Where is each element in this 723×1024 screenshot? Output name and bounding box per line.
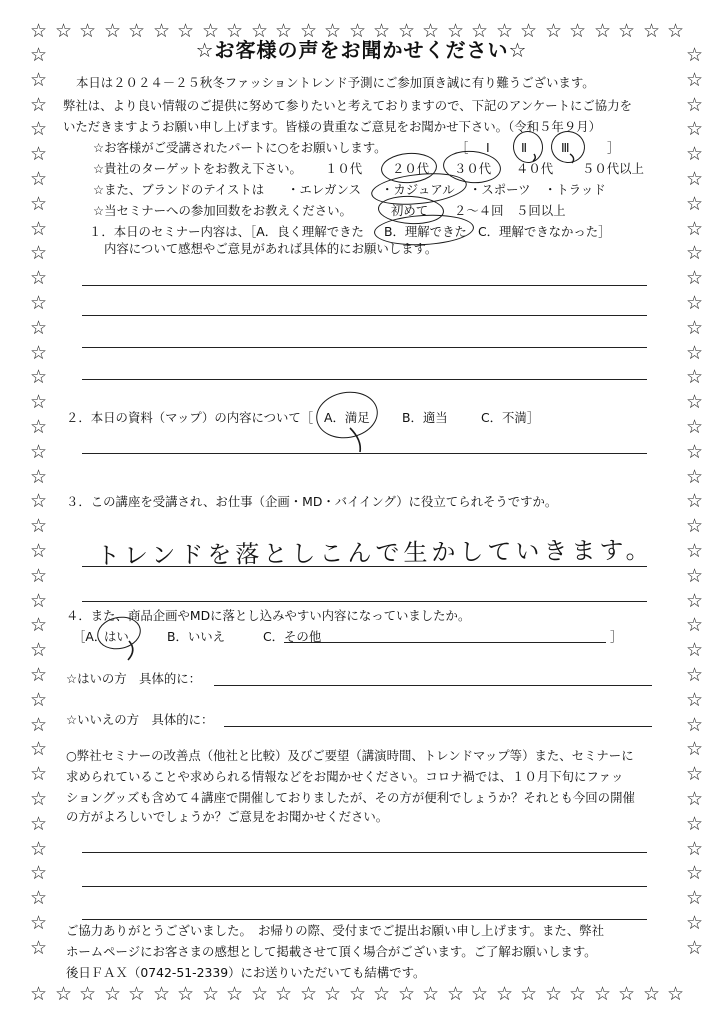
q4-bracket-close: ］ (610, 629, 623, 644)
border-star: ☆ (275, 983, 293, 1005)
border-star: ☆ (30, 366, 48, 388)
border-star: ☆ (686, 118, 704, 140)
border-star: ☆ (30, 292, 48, 314)
border-star: ☆ (30, 94, 48, 116)
border-star: ☆ (30, 391, 48, 413)
q2-option-b[interactable]: B．適当 (402, 410, 448, 425)
border-star: ☆ (594, 983, 612, 1005)
part-option-1[interactable]: Ⅰ (486, 140, 490, 155)
count-question: ☆当セミナーへの参加回数をお教えください。 (93, 203, 352, 218)
border-star: ☆ (153, 20, 171, 42)
border-star: ☆ (30, 565, 48, 587)
border-star: ☆ (686, 937, 704, 959)
border-star: ☆ (686, 44, 704, 66)
border-star: ☆ (30, 441, 48, 463)
border-star: ☆ (30, 342, 48, 364)
border-star: ☆ (79, 983, 97, 1005)
border-star: ☆ (686, 317, 704, 339)
border-star: ☆ (55, 20, 73, 42)
border-star: ☆ (569, 20, 587, 42)
q3-text: ３．この講座を受講され、お仕事（企画・MD・バイイング）に役立てられそうですか。 (66, 494, 558, 509)
border-star: ☆ (667, 20, 685, 42)
part-bracket-close: ］ (607, 140, 620, 155)
border-star: ☆ (30, 20, 48, 42)
border-star: ☆ (324, 20, 342, 42)
border-star: ☆ (30, 937, 48, 959)
border-star: ☆ (686, 218, 704, 240)
border-star: ☆ (251, 983, 269, 1005)
border-star: ☆ (686, 143, 704, 165)
border-star: ☆ (30, 912, 48, 934)
q4-bracket-open: ［A． (73, 629, 107, 644)
border-star: ☆ (686, 366, 704, 388)
improve-line-3: ショングッズも含めて４講座で開催しておりましたが、その方が便利でしょうか？それとも今回の開催 (66, 790, 635, 805)
border-star: ☆ (686, 664, 704, 686)
border-star: ☆ (618, 983, 636, 1005)
border-star: ☆ (686, 887, 704, 909)
part-bracket-open: ［ (456, 140, 469, 155)
border-star: ☆ (686, 813, 704, 835)
border-star: ☆ (520, 20, 538, 42)
border-star: ☆ (30, 887, 48, 909)
border-star: ☆ (373, 983, 391, 1005)
border-star: ☆ (686, 689, 704, 711)
border-star: ☆ (447, 983, 465, 1005)
border-star: ☆ (128, 20, 146, 42)
border-star: ☆ (30, 490, 48, 512)
q1-option-c[interactable]: C．理解できなかった］ (478, 224, 611, 239)
border-star: ☆ (251, 20, 269, 42)
closing-line-3: 後日ＦＡＸ（0742-51-2339）にお送りいただいても結構です。 (66, 965, 426, 980)
border-star: ☆ (30, 466, 48, 488)
q4-no-label: ☆いいえの方 具体的に： (66, 712, 214, 727)
border-star: ☆ (30, 664, 48, 686)
border-star: ☆ (686, 69, 704, 91)
border-star: ☆ (30, 118, 48, 140)
q1-subtext: 内容について感想やご意見があれば具体的にお願いします。 (104, 241, 438, 256)
border-star: ☆ (471, 983, 489, 1005)
border-star: ☆ (686, 342, 704, 364)
border-star: ☆ (686, 466, 704, 488)
border-star: ☆ (686, 862, 704, 884)
border-star: ☆ (55, 983, 73, 1005)
q4-option-b[interactable]: B．いいえ (167, 629, 226, 644)
border-star: ☆ (153, 983, 171, 1005)
count-option-first[interactable]: 初めて (391, 203, 429, 218)
border-star: ☆ (686, 193, 704, 215)
improve-line-4: の方がよろしいでしょうか？ご意見をお聞かせください。 (66, 809, 389, 824)
q2-text: ２．本日の資料（マップ）の内容について［ (66, 410, 314, 425)
q1-option-b[interactable]: B．理解できた (384, 224, 467, 239)
target-option-20s[interactable]: ２０代 (392, 161, 430, 176)
border-star: ☆ (30, 639, 48, 661)
border-star: ☆ (686, 738, 704, 760)
count-option-2to4[interactable]: ２～４回 (454, 203, 504, 218)
border-star: ☆ (471, 20, 489, 42)
border-star: ☆ (104, 20, 122, 42)
page-title: ☆お客様の声をお聞かせください☆ (195, 38, 528, 62)
border-star: ☆ (686, 94, 704, 116)
border-star: ☆ (667, 983, 685, 1005)
intro-line-2: 弊社は、より良い情報のご提供に努めて参りたいと考えておりますので、下記のアンケートにご協力を (63, 98, 632, 113)
part-option-2[interactable]: Ⅱ (521, 140, 528, 155)
border-star: ☆ (30, 763, 48, 785)
border-star: ☆ (30, 788, 48, 810)
border-star: ☆ (30, 267, 48, 289)
border-star: ☆ (686, 639, 704, 661)
border-star: ☆ (496, 983, 514, 1005)
border-star: ☆ (422, 983, 440, 1005)
border-star: ☆ (30, 44, 48, 66)
border-star: ☆ (128, 983, 146, 1005)
border-star: ☆ (686, 788, 704, 810)
border-star: ☆ (398, 20, 416, 42)
q4-option-a[interactable]: はい (104, 629, 129, 644)
target-option-50s[interactable]: ５０代以上 (582, 161, 644, 176)
border-star: ☆ (30, 590, 48, 612)
border-star: ☆ (30, 69, 48, 91)
border-star: ☆ (686, 590, 704, 612)
border-star: ☆ (226, 20, 244, 42)
border-star: ☆ (79, 20, 97, 42)
border-star: ☆ (686, 714, 704, 736)
q2-option-a[interactable]: A．満足 (324, 410, 370, 425)
taste-option-sports[interactable]: ・スポーツ (469, 182, 531, 197)
border-star: ☆ (643, 20, 661, 42)
border-star: ☆ (618, 20, 636, 42)
border-star: ☆ (349, 983, 367, 1005)
part-question: ☆お客様がご受講されたパートに○をお願いします。 (93, 140, 387, 155)
border-star: ☆ (30, 738, 48, 760)
target-option-10s[interactable]: １０代 (325, 161, 363, 176)
border-star: ☆ (30, 193, 48, 215)
intro-line-1: 本日は２０２４－２５秋冬ファッショントレンド予測にご参加頂き誠に有り難うございます。 (76, 75, 595, 90)
border-star: ☆ (30, 168, 48, 190)
intro-line-3: いただきますようお願い申し上げます。皆様の貴重なご意見をお聞かせ下さい。（令和５年９月） (63, 119, 601, 134)
border-star: ☆ (643, 983, 661, 1005)
border-star: ☆ (30, 317, 48, 339)
border-star: ☆ (686, 763, 704, 785)
taste-question: ☆また、ブランドのテイストは (93, 182, 265, 197)
q1-text: １．本日のセミナー内容は、［A．良く理解できた (89, 224, 364, 239)
border-star: ☆ (30, 689, 48, 711)
border-star: ☆ (373, 20, 391, 42)
border-star: ☆ (594, 20, 612, 42)
border-star: ☆ (686, 391, 704, 413)
border-star: ☆ (545, 983, 563, 1005)
border-star: ☆ (177, 20, 195, 42)
border-star: ☆ (686, 416, 704, 438)
border-star: ☆ (30, 614, 48, 636)
border-star: ☆ (30, 838, 48, 860)
border-star: ☆ (300, 20, 318, 42)
border-star: ☆ (686, 292, 704, 314)
border-star: ☆ (30, 416, 48, 438)
border-star: ☆ (202, 20, 220, 42)
q4-text: ４．また、商品企画やMDに落とし込みやすい内容になっていましたか。 (66, 608, 471, 623)
border-star: ☆ (686, 490, 704, 512)
border-star: ☆ (300, 983, 318, 1005)
border-star: ☆ (686, 515, 704, 537)
border-star: ☆ (275, 20, 293, 42)
taste-option-casual[interactable]: ・カジュアル (381, 182, 455, 197)
closing-line-2: ホームページにお客さまの感想として掲載させて頂く場合がございます。ご了解お願いします。 (66, 944, 597, 959)
border-star: ☆ (686, 614, 704, 636)
border-star: ☆ (30, 540, 48, 562)
border-star: ☆ (686, 242, 704, 264)
target-question: ☆貴社のターゲットをお教え下さい。 (93, 161, 302, 176)
q3-handwritten-answer: トレンドを落としこんで生かしていきます。 (95, 536, 654, 570)
border-star: ☆ (30, 862, 48, 884)
border-star: ☆ (30, 242, 48, 264)
border-star: ☆ (447, 20, 465, 42)
taste-option-elegance[interactable]: ・エレガンス (287, 182, 361, 197)
improve-line-1: ○弊社セミナーの改善点（他社と比較）及びご要望（講演時間、トレンドマップ等）また、セミナーに (66, 748, 634, 763)
border-star: ☆ (686, 168, 704, 190)
part-option-3[interactable]: Ⅲ (561, 140, 570, 155)
count-option-5plus[interactable]: ５回以上 (516, 203, 566, 218)
border-star: ☆ (226, 983, 244, 1005)
border-star: ☆ (349, 20, 367, 42)
q4-yes-label: ☆はいの方 具体的に： (66, 671, 202, 686)
border-star: ☆ (686, 540, 704, 562)
taste-option-trad[interactable]: ・トラッド (544, 182, 606, 197)
border-star: ☆ (30, 515, 48, 537)
border-star: ☆ (545, 20, 563, 42)
border-star: ☆ (104, 983, 122, 1005)
target-option-30s[interactable]: ３０代 (454, 161, 492, 176)
border-star: ☆ (30, 143, 48, 165)
border-star: ☆ (686, 565, 704, 587)
q4-option-c[interactable]: C．その他 (263, 629, 322, 644)
border-star: ☆ (324, 983, 342, 1005)
border-star: ☆ (177, 983, 195, 1005)
closing-line-1: ご協力ありがとうございました。 お帰りの際、受付までご提出お願い申し上げます。また、弊社 (66, 923, 604, 938)
border-star: ☆ (30, 813, 48, 835)
border-star: ☆ (686, 267, 704, 289)
border-star: ☆ (30, 983, 48, 1005)
border-star: ☆ (202, 983, 220, 1005)
border-star: ☆ (686, 441, 704, 463)
border-star: ☆ (686, 912, 704, 934)
border-star: ☆ (686, 838, 704, 860)
border-star: ☆ (30, 714, 48, 736)
improve-line-2: 求められていることや求められる情報などをお聞かせください。コロナ禍では、１０月下旬にファッ (66, 769, 624, 784)
target-option-40s[interactable]: ４０代 (516, 161, 554, 176)
border-star: ☆ (569, 983, 587, 1005)
border-star: ☆ (520, 983, 538, 1005)
border-star: ☆ (30, 218, 48, 240)
border-star: ☆ (398, 983, 416, 1005)
border-star: ☆ (496, 20, 514, 42)
border-star: ☆ (422, 20, 440, 42)
q2-option-c[interactable]: C．不満］ (481, 410, 540, 425)
